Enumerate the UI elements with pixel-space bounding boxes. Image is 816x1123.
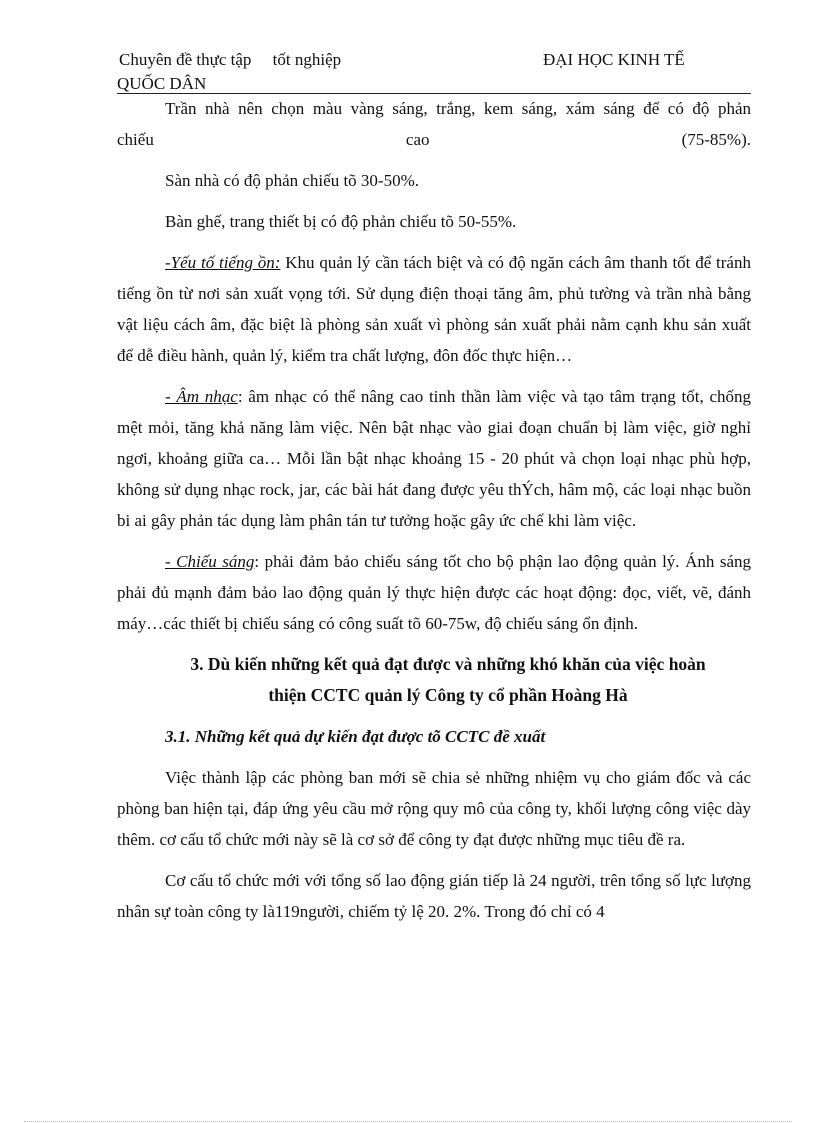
page-header bbox=[117, 48, 751, 93]
paragraph-ceiling-line1: Trần nhà nên chọn màu vàng sáng, trắng, kem sáng, xám sáng để có độ phản bbox=[165, 99, 751, 118]
noise-text: Khu quản lý cần tách biệt và có độ ngăn cách âm thanh tốt để tránh tiếng ồn từ nơi sản xuất vọng tới. Sử dụng điện thoại tăng âm, phủ tường và trần nhà bằng vật liệu cách âm, đặc biệt là phòng sản xuất vì phòng sản xuất phải nằm cạnh khu sản xuất để dễ điều hành, quản lý, kiểm tra chất lượng, đôn đốc thực hiện… bbox=[117, 253, 751, 365]
paragraph-floor: Sàn nhà có độ phản chiếu tõ 30-50%. bbox=[165, 171, 419, 190]
paragraph-music bbox=[117, 381, 751, 536]
paragraph-furniture: Bàn ghế, trang thiết bị có độ phản chiếu tõ 50-55%. bbox=[165, 212, 517, 231]
music-label: - Âm nhạc bbox=[165, 387, 238, 406]
header-continuation-text: QUỐC DÂN bbox=[117, 74, 207, 93]
header-row bbox=[117, 48, 751, 72]
section-heading-3-1: 3.1. Những kết quả dự kiến đạt được tõ CCTC đề xuất bbox=[165, 727, 546, 746]
paragraph-new-departments: Việc thành lập các phòng ban mới sẽ chia sẻ những nhiệm vụ cho giám đốc và các phòng ban hiện tại, đáp ứng yêu cầu mở rộng quy mô của công ty, khối lượng công việc dày thêm. cơ cấu tổ chức mới này sẽ là cơ sở để công ty đạt được những mục tiêu đề ra. bbox=[117, 768, 751, 849]
paragraph-new-structure: Cơ cấu tổ chức mới với tổng số lao động gián tiếp là 24 người, trên tổng số lực lượng nhân sự toàn công ty là119người, chiếm tỷ lệ 20. 2%. Trong đó chỉ có 4 bbox=[117, 871, 751, 921]
music-text: : âm nhạc có thể nâng cao tinh thần làm việc và tạo tâm trạng tốt, chống mệt mỏi, tăng khả năng làm việc. Nên bật nhạc vào giai đoạn chuẩn bị làm việc, giờ nghỉ ngơi, khoảng giữa ca… Mỗi lần bật nhạc khoảng 15 - 20 phút và chọn loại nhạc phù hợp, không sử dụng nhạc rock, jar, các bài hát đang được yêu thÝch, hâm mộ, các loại nhạc buồn bi ai gây phản tác dụng làm phân tán tư tưởng hoặc gây ức chế khi làm việc. bbox=[117, 387, 751, 530]
section-heading-3-line1: 3. Dù kiến những kết quả đạt được và những khó khăn của việc hoàn bbox=[190, 654, 706, 674]
paragraph-noise bbox=[117, 247, 751, 371]
header-left-text: Chuyên đề thực tập tốt nghiệp bbox=[119, 50, 342, 69]
paragraph-ceiling-line2: chiếu cao (75-85%). bbox=[117, 130, 751, 149]
lighting-text: : phải đảm bảo chiếu sáng tốt cho bộ phận lao động quản lý. Ánh sáng phải đủ mạnh đảm bảo lao động quản lý thực hiện được các hoạt động: đọc, viết, vẽ, đánh máy…các thiết bị chiếu sáng có công suất tõ 60-75w, độ chiếu sáng ổn định. bbox=[117, 552, 752, 633]
section-heading-3-line2: thiện CCTC quản lý Công ty cổ phần Hoàng Hà bbox=[268, 685, 628, 705]
document-body bbox=[117, 93, 751, 927]
header-right-text: ĐẠI HỌC KINH TẾ bbox=[543, 50, 685, 69]
lighting-label: - Chiếu sáng bbox=[165, 552, 255, 571]
paragraph-lighting bbox=[117, 546, 751, 639]
noise-label: -Yếu tố tiếng ồn: bbox=[165, 253, 281, 272]
page-bottom-divider bbox=[24, 1121, 792, 1122]
